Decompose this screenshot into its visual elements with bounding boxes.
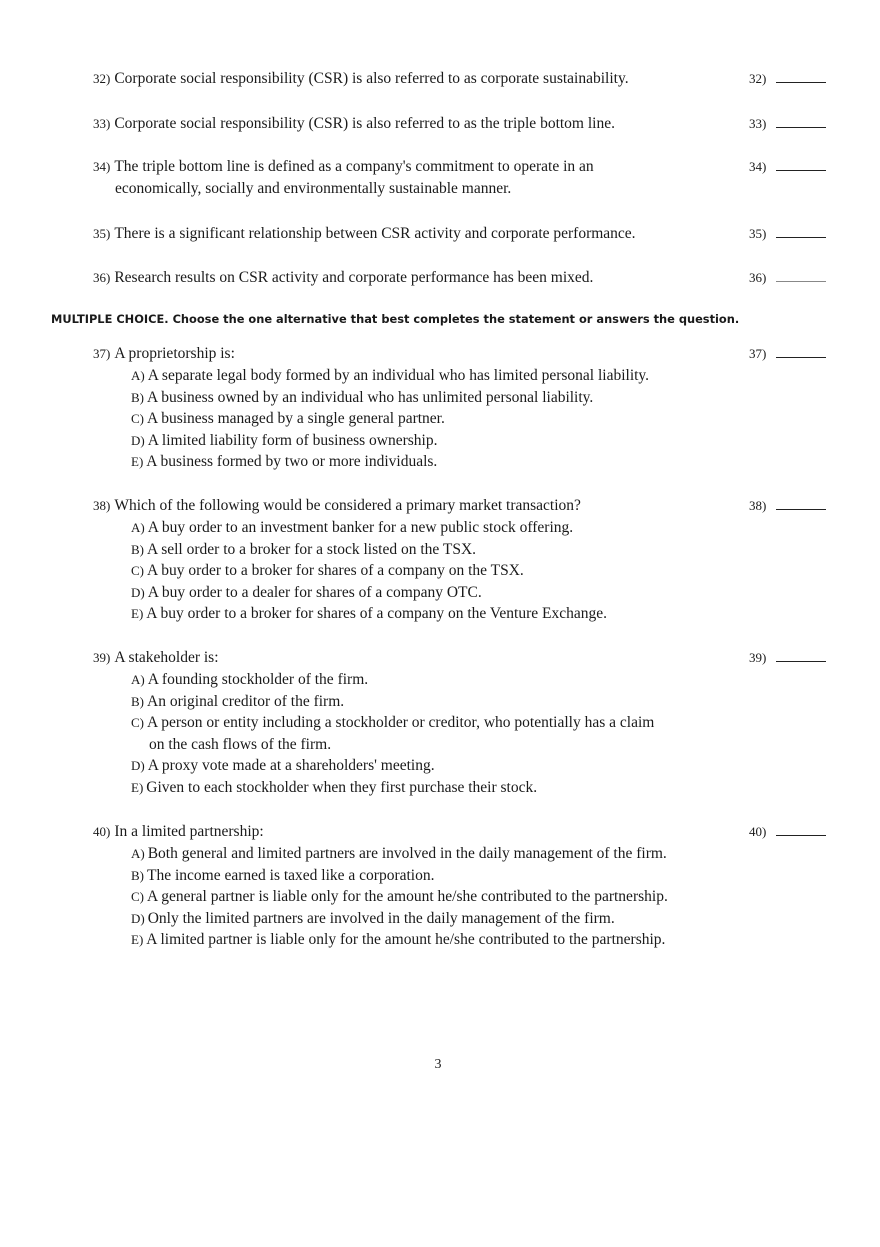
option-b	[93, 865, 853, 887]
option-letter: D)	[131, 432, 145, 448]
question-number: 37)	[93, 346, 111, 361]
option-d	[93, 755, 853, 777]
question-32	[93, 68, 853, 90]
option-letter: E)	[131, 779, 144, 795]
option-text: A separate legal body formed by an individual who has limited personal liability.	[147, 367, 650, 384]
question-text: A proprietorship is:	[114, 345, 235, 362]
answer-label: 39)	[749, 650, 767, 665]
question-number: 36)	[93, 270, 111, 285]
option-text: A buy order to a broker for shares of a company on the TSX.	[147, 562, 524, 580]
question-37	[93, 343, 853, 473]
option-c	[93, 886, 853, 908]
option-c	[93, 408, 853, 430]
answer-blank-40[interactable]	[749, 821, 826, 843]
option-letter: E)	[131, 606, 144, 622]
option-b	[93, 539, 853, 561]
option-c	[93, 560, 853, 582]
option-letter: B)	[131, 389, 144, 405]
option-letter: D)	[131, 910, 145, 926]
option-text: A proxy vote made at a shareholders' meeting.	[147, 757, 435, 775]
option-text: A buy order to an investment banker for a new public stock offering.	[147, 519, 574, 536]
option-letter: E)	[131, 932, 144, 948]
option-text: A person or entity including a stockholder or creditor, who potentially has a claim	[147, 714, 655, 732]
option-a	[93, 669, 853, 691]
answer-label: 36)	[749, 270, 767, 285]
question-number: 33)	[93, 116, 111, 131]
option-d	[93, 430, 853, 452]
option-text: A limited partner is liable only for the amount he/she contributed to the partnership.	[146, 931, 666, 949]
option-text: A sell order to a broker for a stock listed on the TSX.	[147, 540, 477, 558]
answer-blank-38[interactable]	[749, 495, 826, 517]
answer-label: 40)	[749, 824, 767, 839]
question-number: 34)	[93, 159, 111, 174]
option-letter: A)	[131, 846, 145, 861]
question-text: There is a significant relationship between CSR activity and corporate performance.	[114, 225, 636, 242]
option-text: A limited liability form of business ownership.	[147, 431, 438, 449]
question-number: 38)	[93, 498, 111, 513]
question-39	[93, 647, 853, 799]
question-35	[93, 223, 853, 245]
option-letter: B)	[131, 541, 144, 557]
answer-blank-39[interactable]	[749, 647, 826, 669]
answer-blank-36[interactable]	[749, 267, 826, 289]
question-text: A stakeholder is:	[114, 649, 219, 666]
answer-blank-35[interactable]	[749, 223, 826, 245]
answer-blank-33[interactable]	[749, 113, 826, 135]
answer-label: 34)	[749, 159, 767, 174]
option-a	[93, 517, 853, 539]
question-text: In a limited partnership:	[114, 823, 264, 840]
option-e	[93, 777, 853, 799]
answer-label: 38)	[749, 498, 767, 513]
option-a	[93, 843, 853, 865]
option-letter: C)	[131, 563, 144, 579]
option-e	[93, 451, 853, 473]
answer-label: 37)	[749, 346, 767, 361]
option-text: Given to each stockholder when they first purchase their stock.	[146, 778, 538, 796]
option-text: An original creditor of the firm.	[147, 692, 345, 710]
question-text: Which of the following would be considered a primary market transaction?	[114, 497, 581, 514]
question-text: Research results on CSR activity and corporate performance has been mixed.	[114, 269, 594, 286]
option-text: A business owned by an individual who has unlimited personal liability.	[147, 388, 594, 406]
question-36	[93, 267, 853, 289]
option-letter: D)	[131, 584, 145, 600]
option-d	[93, 582, 853, 604]
question-33	[93, 113, 853, 135]
option-text: A buy order to a dealer for shares of a company OTC.	[147, 583, 482, 601]
answer-label: 35)	[749, 226, 767, 241]
question-number: 35)	[93, 226, 111, 241]
option-a	[93, 365, 853, 387]
option-c	[93, 712, 853, 755]
option-letter: D)	[131, 758, 145, 774]
answer-label: 33)	[749, 116, 767, 131]
section-header: MULTIPLE CHOICE. Choose the one alternative that best completes the statement or answers the question.	[51, 312, 740, 326]
question-38	[93, 495, 853, 625]
option-text: Only the limited partners are involved in the daily management of the firm.	[147, 909, 615, 927]
option-text: A founding stockholder of the firm.	[147, 671, 369, 688]
question-text: Corporate social responsibility (CSR) is also referred to as the triple bottom line.	[114, 115, 615, 132]
option-letter: B)	[131, 867, 144, 883]
option-letter: A)	[131, 672, 145, 687]
answer-blank-32[interactable]	[749, 68, 826, 90]
option-letter: E)	[131, 454, 144, 470]
option-letter: A)	[131, 520, 145, 535]
question-text: Corporate social responsibility (CSR) is also referred to as corporate sustainability.	[114, 70, 629, 87]
option-letter: C)	[131, 889, 144, 905]
question-34	[93, 156, 853, 200]
option-letter: C)	[131, 715, 144, 731]
question-number: 32)	[93, 71, 111, 86]
option-letter: A)	[131, 368, 145, 383]
option-text: A business managed by a single general partner.	[147, 410, 445, 428]
option-d	[93, 908, 853, 930]
question-number: 39)	[93, 650, 111, 665]
question-40	[93, 821, 853, 951]
option-b	[93, 387, 853, 409]
page-number: 3	[434, 1057, 442, 1072]
option-text-continued: on the cash flows of the firm.	[149, 735, 332, 753]
option-text: A business formed by two or more individuals.	[146, 453, 438, 471]
option-e	[93, 603, 853, 625]
option-text: Both general and limited partners are involved in the daily management of the firm.	[147, 845, 667, 862]
option-text: The income earned is taxed like a corporation.	[147, 866, 435, 884]
option-e	[93, 929, 853, 951]
answer-blank-34[interactable]	[749, 156, 826, 178]
answer-blank-37[interactable]	[749, 343, 826, 365]
option-letter: B)	[131, 693, 144, 709]
option-letter: C)	[131, 411, 144, 427]
answer-label: 32)	[749, 71, 767, 86]
option-text: A buy order to a broker for shares of a company on the Venture Exchange.	[146, 605, 607, 623]
question-text-continued: economically, socially and environmentally sustainable manner.	[115, 180, 512, 197]
question-number: 40)	[93, 824, 111, 839]
option-b	[93, 691, 853, 713]
option-text: A general partner is liable only for the amount he/she contributed to the partnership.	[147, 888, 668, 906]
question-text: The triple bottom line is defined as a company's commitment to operate in an	[114, 158, 594, 175]
